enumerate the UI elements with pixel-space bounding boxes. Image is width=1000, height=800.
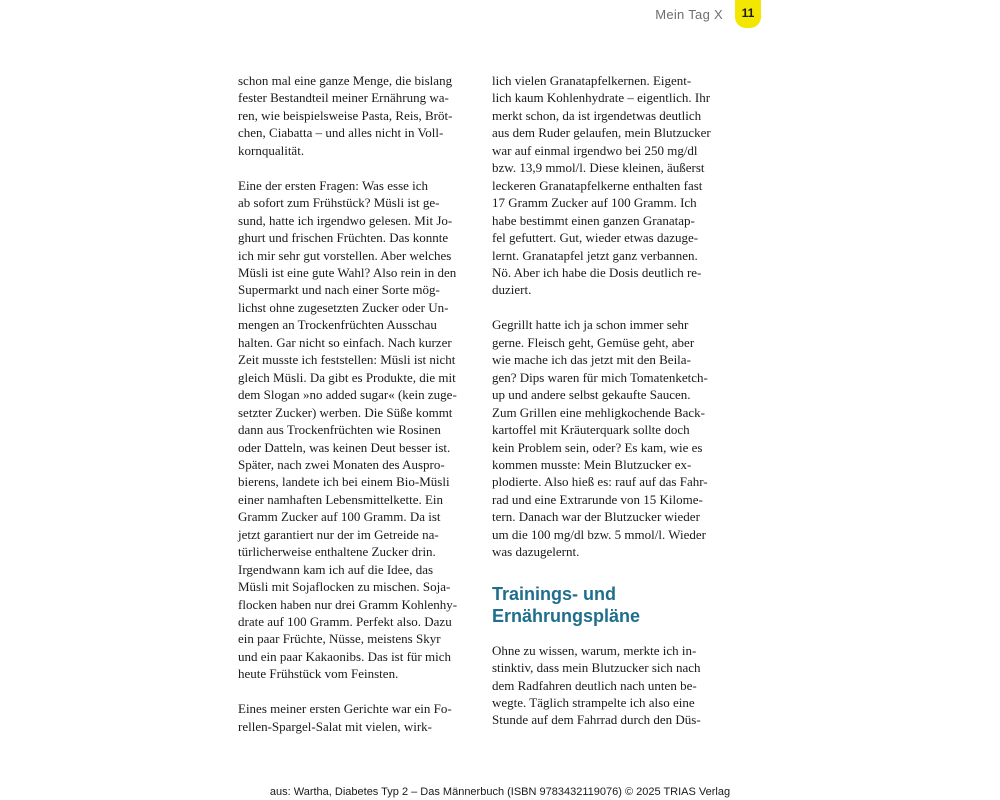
text-line: Irgendwann kam ich auf die Idee, das [238, 561, 434, 577]
text-line: dann aus Trockenfrüchten wie Rosinen [238, 422, 441, 438]
page-header [655, 0, 761, 28]
text-line: Gegrillt hatte ich ja schon immer sehr [492, 317, 689, 333]
text-line: leckeren Granatapfelkerne enthalten fast [492, 177, 703, 193]
text-line: heute Frühstück vom Feinsten. [238, 666, 399, 682]
text-line: ich mir sehr gut vorstellen. Aber welches [238, 247, 452, 263]
text-line: Eines meiner ersten Gerichte war ein Fo- [238, 701, 452, 717]
text-line: schon mal eine ganze Menge, die bislang [238, 73, 453, 88]
paragraph [492, 316, 724, 560]
text-line: rellen-Spargel-Salat mit vielen, wirk- [238, 718, 432, 734]
text-line: fel gefuttert. Gut, wieder etwas dazuge- [492, 230, 699, 246]
text-line: Supermarkt und nach einer Sorte mög- [238, 282, 440, 298]
text-line: ab sofort zum Frühstück? Müsli ist ge- [238, 195, 440, 211]
text-line: 17 Gramm Zucker auf 100 Gramm. Ich [492, 195, 697, 211]
text-line: ein paar Früchte, Nüsse, meistens Skyr [238, 631, 441, 647]
text-line: rad und eine Extrarunde von 15 Kilome- [492, 491, 703, 507]
text-line: kartoffel mit Kräuterquark sollte doch [492, 422, 690, 438]
text-line: sund, hatte ich irgendwo gelesen. Mit Jo- [238, 212, 453, 228]
source-footer: aus: Wartha, Diabetes Typ 2 – Das Männerbuch (ISBN 9783432119076) © 2025 TRIAS Verlag [269, 786, 731, 798]
page-number-badge: 11 [735, 0, 761, 28]
text-line: merkt schon, da ist irgendetwas deutlich [492, 107, 702, 123]
text-line: Gramm Zucker auf 100 Gramm. Da ist [238, 509, 441, 525]
text-line: wegte. Täglich strampelte ich also eine [492, 695, 695, 711]
text-line: lichst ohne zugesetzten Zucker oder Un- [238, 299, 449, 315]
text-line: aus dem Ruder gelaufen, mein Blutzucker [492, 125, 711, 141]
text-line: halten. Gar nicht so einfach. Nach kurzer [238, 334, 452, 350]
heading-line: Ernährungspläne [492, 605, 641, 626]
text-line: Stunde auf dem Fahrrad durch den Düs- [492, 712, 701, 728]
text-line: Nö. Aber ich habe die Dosis deutlich re- [492, 264, 702, 280]
text-line: plodierte. Also hieß es: rauf auf das Fahr- [492, 474, 708, 490]
text-line: Müsli ist eine gute Wahl? Also rein in den [238, 264, 457, 280]
text-line: gen? Dips waren für mich Tomatenketch- [492, 369, 708, 385]
text-line: tern. Danach war der Blutzucker wieder [492, 509, 700, 525]
text-line: Müsli mit Sojaflocken zu mischen. Soja- [238, 579, 451, 595]
paragraph [492, 642, 724, 729]
text-line: oder Datteln, was keinen Deut besser ist. [238, 439, 451, 455]
text-line: flocken haben nur drei Gramm Kohlenhy- [238, 596, 458, 612]
text-line: kommen musste: Mein Blutzucker ex- [492, 456, 692, 472]
section-heading [492, 583, 724, 627]
text-line: Zum Grillen eine mehligkochende Back- [492, 404, 705, 420]
text-line: stinktiv, dass mein Blutzucker sich nach [492, 660, 701, 676]
text-line: fester Bestandteil meiner Ernährung wa- [238, 90, 449, 106]
text-line: dem Radfahren deutlich nach unten be- [492, 677, 697, 693]
text-line: wie mache ich das jetzt mit den Beila- [492, 352, 691, 368]
paragraph [238, 700, 470, 735]
text-line: lernt. Granatapfel jetzt ganz verbannen. [492, 247, 698, 263]
text-line: lich kaum Kohlenhydrate – eigentlich. Ihr [492, 90, 711, 106]
text-line: um die 100 mg/dl bzw. 5 mmol/l. Wieder [492, 526, 706, 542]
text-line: und ein paar Kakaonibs. Das ist für mich [238, 648, 452, 664]
text-line: kein Problem sein, oder? Es kam, wie es [492, 439, 703, 455]
right-column [492, 72, 724, 746]
text-line: drate auf 100 Gramm. Perfekt also. Dazu [238, 614, 452, 630]
text-line: bierens, landete ich bei einem Bio-Müsli [238, 474, 450, 490]
text-line: kornqualität. [238, 142, 305, 158]
text-line: habe bestimmt einen ganzen Granatap- [492, 212, 695, 228]
text-line: ren, wie beispielsweise Pasta, Reis, Bröt- [238, 107, 453, 123]
paragraph [492, 72, 724, 299]
text-line: einer namhaften Lebensmittelkette. Ein [238, 491, 444, 507]
text-line: bzw. 13,9 mmol/l. Diese kleinen, äußerst [492, 160, 705, 176]
text-line: chen, Ciabatta – und alles nicht in Voll- [238, 125, 444, 141]
text-line: mengen an Trockenfrüchten Ausschau [238, 317, 437, 333]
left-column [238, 72, 470, 753]
text-line: türlicherweise enthaltene Zucker drin. [238, 544, 436, 560]
text-line: lich vielen Granatapfelkernen. Eigent- [492, 73, 692, 88]
text-line: duziert. [492, 282, 532, 298]
text-line: gleich Müsli. Da gibt es Produkte, die mit [238, 369, 456, 385]
text-line: war auf einmal irgendwo bei 250 mg/dl [492, 142, 698, 158]
text-line: setzter Zucker) werben. Die Süße kommt [238, 404, 453, 420]
text-line: gerne. Fleisch geht, Gemüse geht, aber [492, 334, 695, 350]
text-line: Eine der ersten Fragen: Was esse ich [238, 177, 429, 193]
text-line: ghurt und frischen Früchten. Das konnte [238, 230, 449, 246]
paragraph [238, 177, 470, 683]
heading-line: Trainings- und [492, 583, 616, 604]
text-line: Zeit musste ich feststellen: Müsli ist nicht [238, 352, 456, 368]
text-line: was dazugelernt. [492, 544, 580, 560]
text-line: Ohne zu wissen, warum, merkte ich in- [492, 642, 697, 658]
text-line: dem Slogan »no added sugar« (kein zuge- [238, 387, 457, 403]
section-label: Mein Tag X [655, 6, 723, 22]
text-line: Später, nach zwei Monaten des Auspro- [238, 456, 445, 472]
text-line: up und andere selbst gekaufte Saucen. [492, 387, 691, 403]
paragraph [238, 72, 470, 159]
text-line: jetzt garantiert nur der im Getreide na- [238, 526, 439, 542]
